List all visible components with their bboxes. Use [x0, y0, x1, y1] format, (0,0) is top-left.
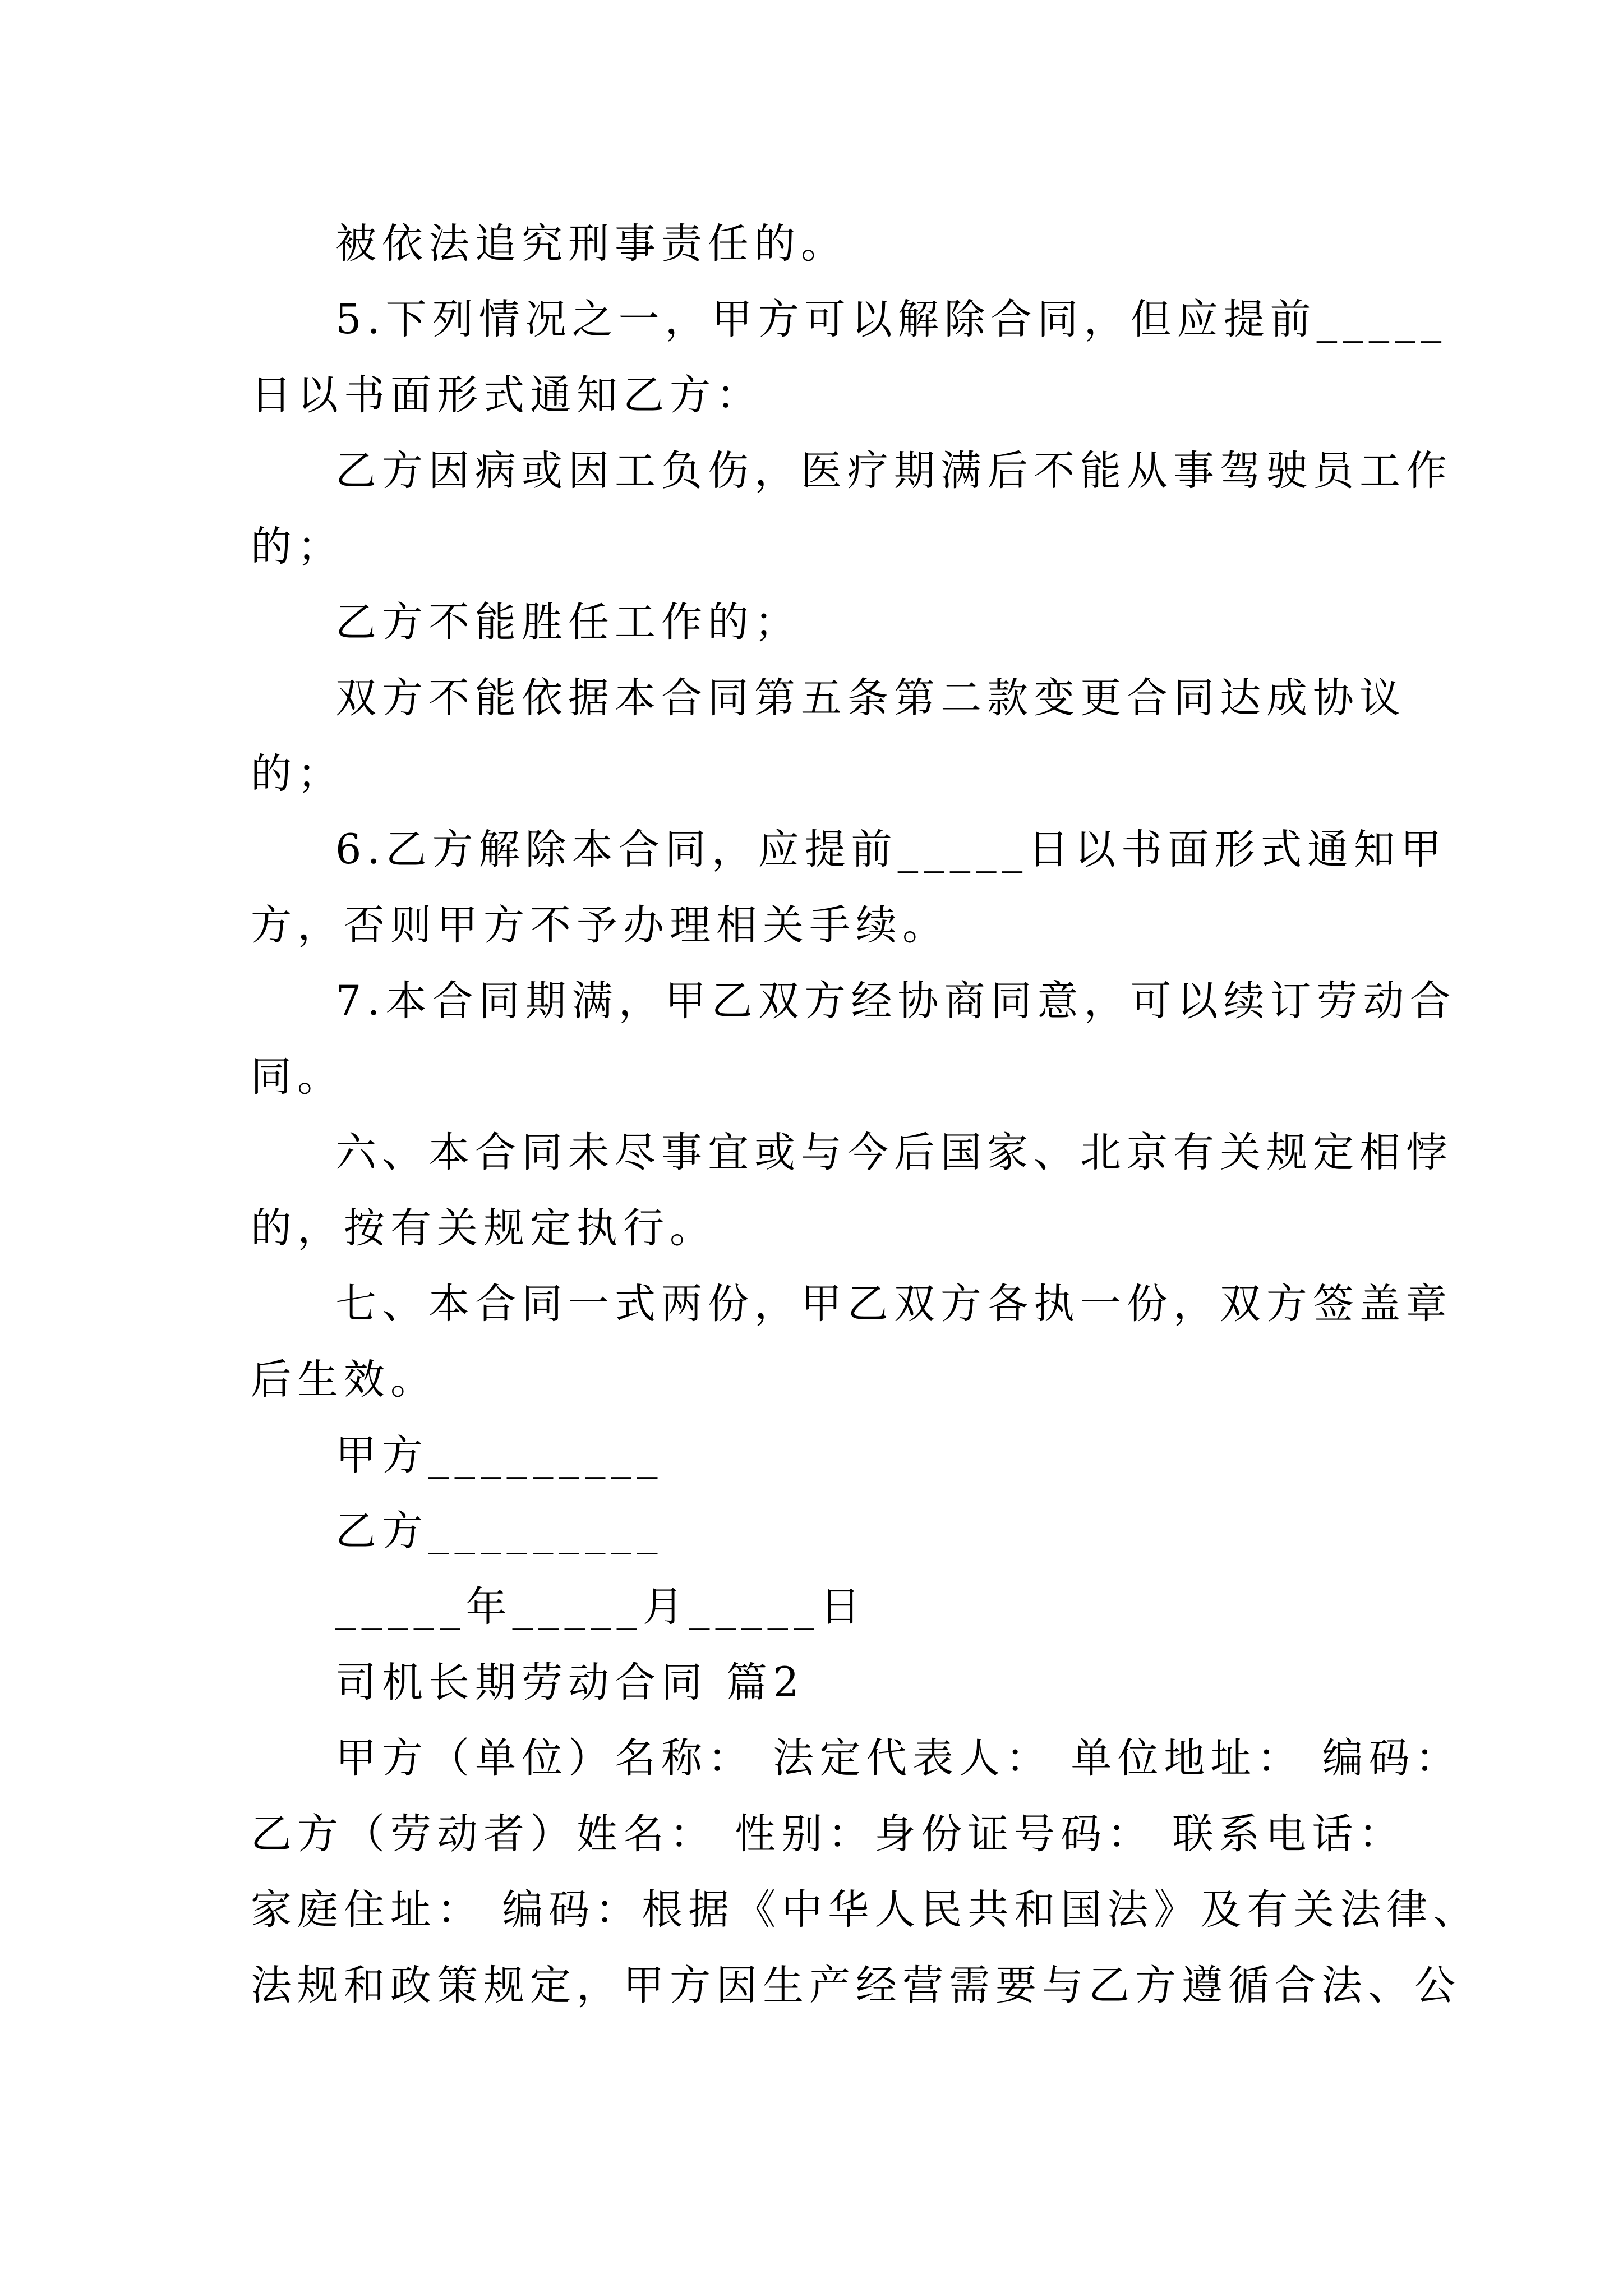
date-line: _____年_____月_____日 [335, 1583, 866, 1631]
paragraph-line: 乙方（劳动者）姓名： 性别：身份证号码： 联系电话： [251, 1810, 1405, 1858]
paragraph-line: 后生效。 [251, 1356, 437, 1404]
paragraph-line: 同。 [251, 1053, 344, 1101]
section-heading: 司机长期劳动合同 篇2 [335, 1659, 805, 1706]
paragraph-line: 的，按有关规定执行。 [251, 1204, 716, 1252]
paragraph-line: 的； [251, 523, 344, 570]
paragraph-line: 5.下列情况之一，甲方可以解除合同，但应提前_____ [335, 296, 1447, 343]
paragraph-line: 日以书面形式通知乙方： [251, 371, 763, 419]
paragraph-line: 甲方（单位）名称： 法定代表人： 单位地址： 编码： [335, 1734, 1462, 1782]
paragraph-line: 6.乙方解除本合同，应提前_____日以书面形式通知甲 [335, 826, 1447, 873]
paragraph-line: 7.本合同期满，甲乙双方经协商同意，可以续订劳动合 [335, 977, 1456, 1025]
signature-line-party-b: 乙方_________ [335, 1507, 663, 1555]
paragraph-line: 法规和政策规定，甲方因生产经营需要与乙方遵循合法、公 [251, 1962, 1461, 2009]
paragraph-line: 双方不能依据本合同第五条第二款变更合同达成协议 [335, 674, 1406, 722]
signature-line-party-a: 甲方_________ [335, 1432, 663, 1479]
paragraph-line: 乙方因病或因工负伤，医疗期满后不能从事驾驶员工作 [335, 447, 1453, 495]
paragraph-line: 家庭住址： 编码：根据《中华人民共和国法》及有关法律、 [251, 1886, 1480, 1934]
paragraph-line: 的； [251, 750, 344, 798]
paragraph-line: 六、本合同未尽事宜或与今后国家、北京有关规定相悖 [335, 1129, 1453, 1176]
paragraph-line: 七、本合同一式两份，甲乙双方各执一份，双方签盖章 [335, 1280, 1453, 1328]
paragraph-line: 乙方不能胜任工作的； [335, 599, 801, 646]
paragraph-line: 被依法追究刑事责任的。 [335, 220, 847, 268]
paragraph-line: 方，否则甲方不予办理相关手续。 [251, 901, 949, 949]
